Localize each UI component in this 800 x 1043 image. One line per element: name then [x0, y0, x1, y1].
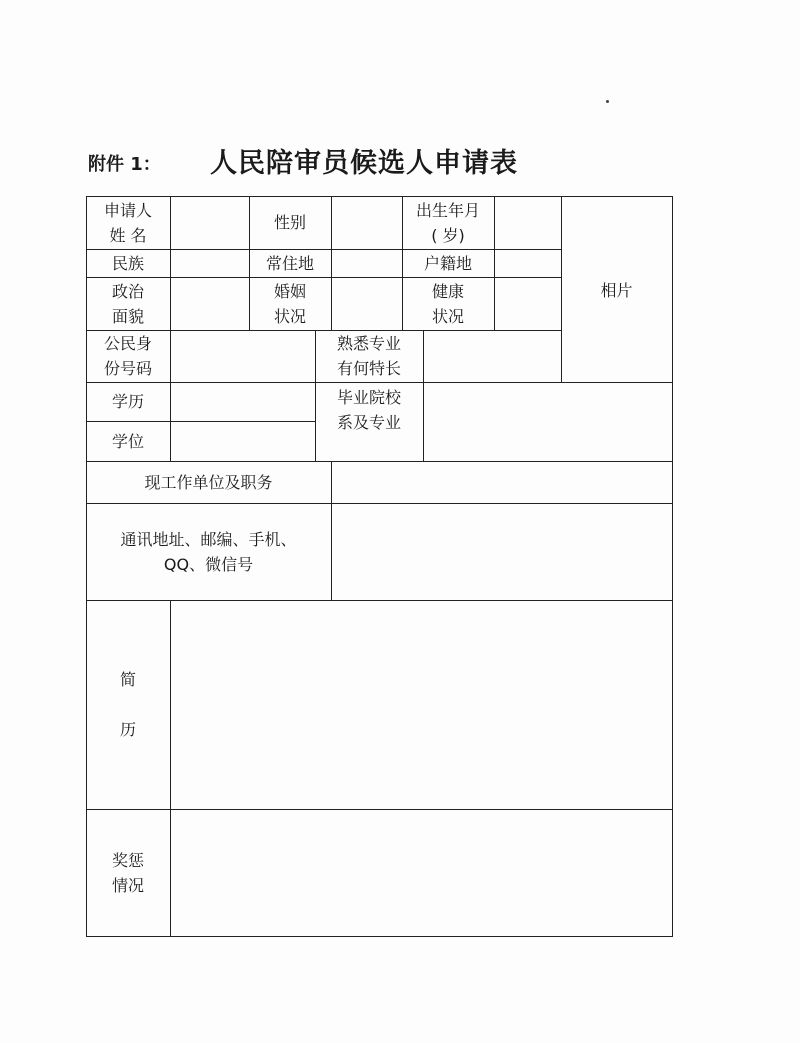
- education-field[interactable]: [171, 383, 315, 421]
- resume-field[interactable]: [171, 601, 672, 809]
- photo-field[interactable]: [562, 197, 672, 382]
- degree-label: 学位: [111, 431, 144, 451]
- school-major-label: 毕业院校 系及专业: [336, 388, 401, 432]
- political-status-label: 政治 面貌: [111, 281, 144, 326]
- household-register-field[interactable]: [495, 250, 561, 277]
- scan-speck: [606, 100, 609, 103]
- health-status-label: 健康 状况: [431, 281, 464, 326]
- residence-label: 常住地: [265, 253, 314, 273]
- degree-field[interactable]: [171, 422, 315, 461]
- work-unit-label: 现工作单位及职务: [144, 472, 273, 492]
- education-label: 学历: [111, 392, 144, 411]
- form-title: 人民陪审员候选人申请表: [210, 148, 518, 179]
- work-unit-field[interactable]: [332, 462, 672, 503]
- table-line: [86, 936, 672, 937]
- marital-status-field[interactable]: [332, 278, 402, 330]
- residence-field[interactable]: [332, 250, 402, 277]
- school-major-field[interactable]: [424, 383, 672, 461]
- birth-date-label: 出生年月 ( 岁): [415, 200, 480, 245]
- household-register-label: 户籍地: [423, 253, 472, 273]
- political-status-field[interactable]: [171, 278, 249, 330]
- name-field[interactable]: [171, 197, 249, 249]
- ethnicity-field[interactable]: [171, 250, 249, 277]
- gender-field[interactable]: [332, 197, 402, 249]
- table-line: [672, 196, 673, 937]
- id-number-label: 公民身 份号码: [103, 334, 152, 378]
- health-status-field[interactable]: [495, 278, 561, 330]
- id-number-field[interactable]: [171, 331, 315, 382]
- awards-label: 奖惩 情况: [111, 850, 144, 895]
- resume-label: 简 历: [119, 670, 136, 739]
- contact-label: 通讯地址、邮编、手机、 QQ、微信号: [120, 529, 297, 574]
- name-label: 申请人 姓 名: [103, 200, 152, 245]
- attachment-label: 附件 1：: [88, 154, 161, 175]
- contact-field[interactable]: [332, 504, 672, 600]
- specialty-field[interactable]: [424, 331, 561, 382]
- ethnicity-label: 民族: [111, 253, 144, 273]
- marital-status-label: 婚姻 状况: [273, 281, 306, 326]
- awards-field[interactable]: [171, 810, 672, 936]
- photo-label: 相片: [600, 280, 633, 300]
- specialty-label: 熟悉专业 有何特长: [336, 334, 401, 378]
- gender-label: 性别: [273, 213, 306, 232]
- birth-date-field[interactable]: [495, 197, 561, 249]
